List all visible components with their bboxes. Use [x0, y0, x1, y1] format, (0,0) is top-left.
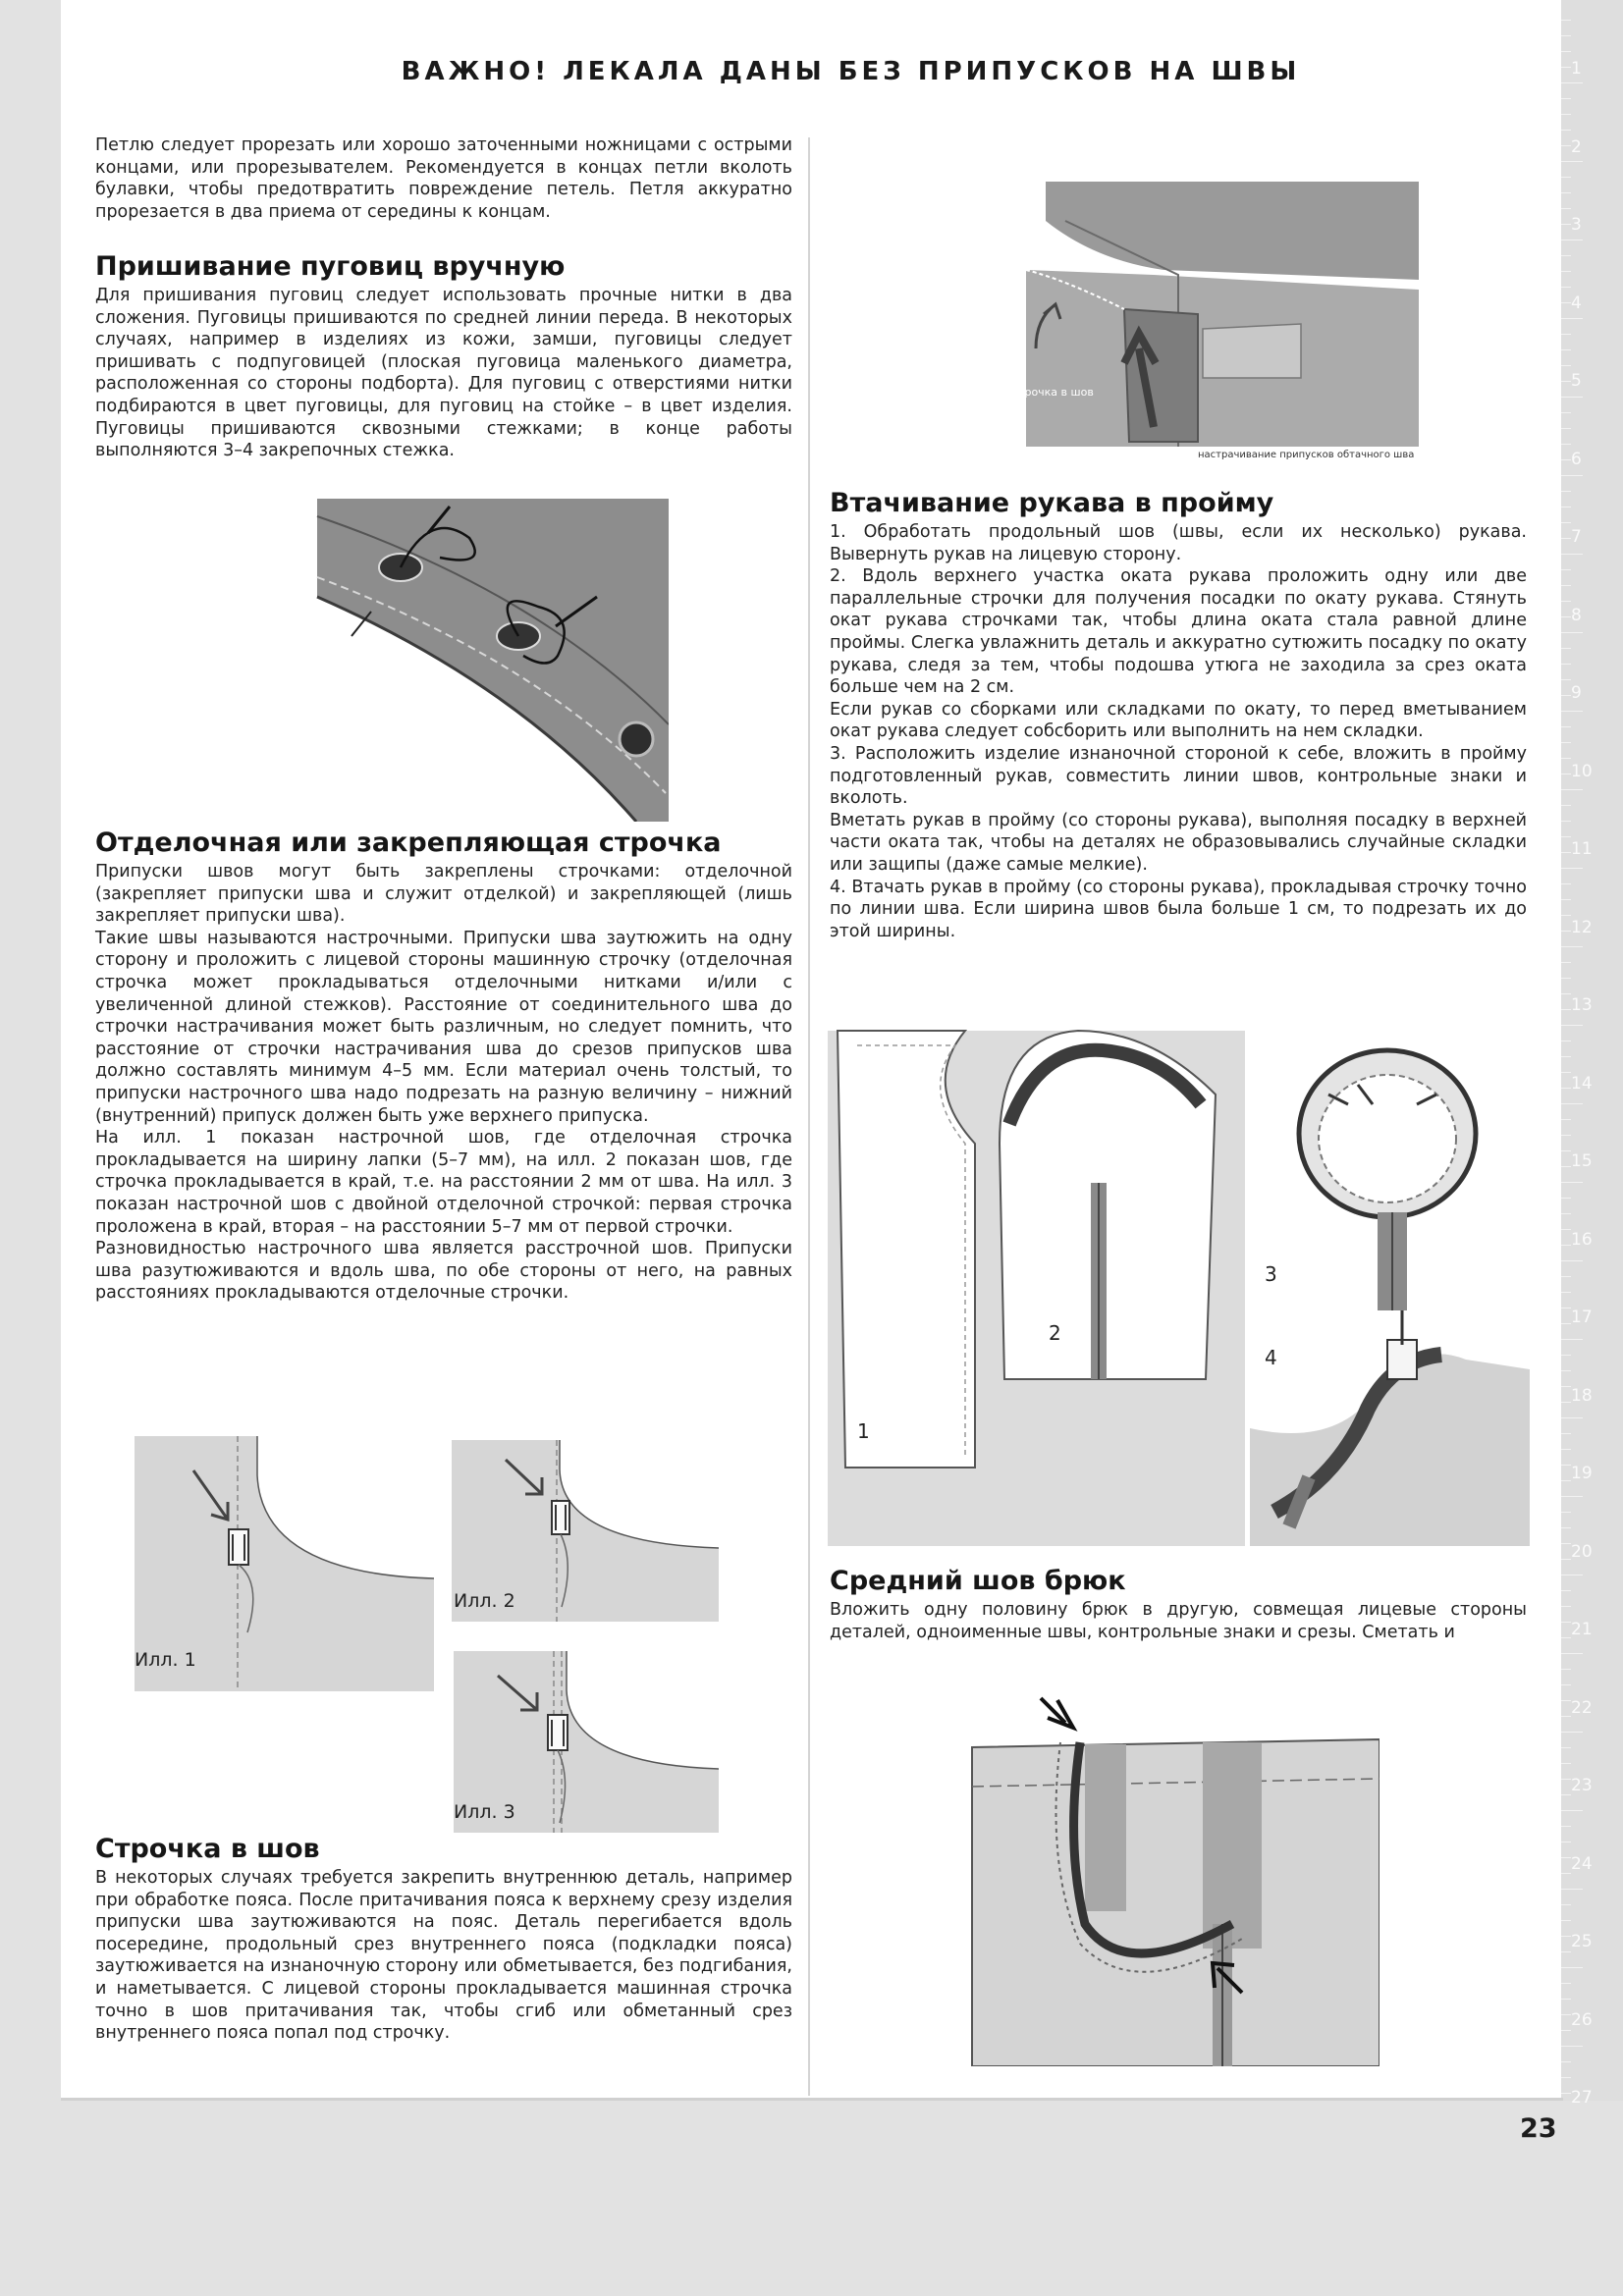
- ruler-tick: [1561, 1512, 1571, 1513]
- ruler-tick: [1561, 1873, 1571, 1874]
- page-number: 23: [1520, 2113, 1557, 2144]
- ruler-tick: [1561, 852, 1571, 853]
- ruler-tick: [1561, 271, 1571, 272]
- illustration-3-label: Илл. 3: [454, 1801, 515, 1823]
- side-ruler: [1561, 0, 1623, 2108]
- ruler-tick: [1561, 208, 1571, 209]
- ruler-tick: [1561, 1637, 1571, 1638]
- ruler-tick: [1561, 805, 1571, 806]
- ruler-tick: [1561, 192, 1571, 193]
- ruler-tick: [1561, 1590, 1571, 1591]
- ruler-tick: [1561, 868, 1583, 869]
- illustration-1-label: Илл. 1: [135, 1649, 196, 1671]
- ruler-tick: [1561, 1967, 1583, 1968]
- fig-4-label: 4: [1265, 1346, 1277, 1369]
- ruler-number: 15: [1571, 1151, 1593, 1171]
- intro-paragraph: Петлю следует прорезать или хорошо заточенными ножницами с острыми концами, или прорезывателем. Рекомендуется в концах петли вколоть булавки, чтобы предотвратить повреждение петель. Петля аккуратно прорезается в два приема от середины к концам.: [95, 135, 792, 222]
- ruler-tick: [1561, 412, 1571, 413]
- ruler-number: 17: [1571, 1308, 1593, 1327]
- ruler-number: 12: [1571, 917, 1593, 937]
- ruler-tick: [1561, 931, 1571, 932]
- ruler-tick: [1561, 1747, 1571, 1748]
- ruler-tick: [1561, 114, 1571, 115]
- footer-rule: [61, 2098, 1563, 2101]
- ruler-tick: [1561, 1323, 1571, 1324]
- sleeve-paragraph: 1. Обработать продольный шов (швы, если их несколько) рукава. Вывернуть рукав на лицевую сторону. 2. Вдоль верхнего участка оката рукава проложить одну или две параллельные строчки для получения посадки по окату рукава. Стянуть окат рукава строчками так, чтобы длина оката стала равной длине проймы. Слегка увлажнить деталь и аккуратно сутюжить посадку по окату рукава, следя за тем, чтобы подошва утюга не заходила за срез оката больше чем на 2 см. Если рукав со сборками или складками по окату, то перед вметыванием окат рукава следует собсборить или выполнить на нем складки. 3. Расположить изделие изнаночной стороной к себе, вложить в пройму подготовленный рукав, совместить линии швов, контрольные знаки и вколоть. Вметать рукав в пройму (со стороны рукава), выполняя посадку в верхней части оката так, чтобы на деталях не образовывались случайные складки или защипы (даже самые мелкие). 4. Втачать рукав в пройму (со стороны рукава), прокладывая строчку точно по линии шва. Если ширина швов была больше 1 см, то подрезать их до этой ширины.: [830, 522, 1527, 941]
- ruler-tick: [1561, 1025, 1583, 1026]
- ruler-tick: [1561, 679, 1571, 680]
- illustration-2-label: Илл. 2: [454, 1590, 515, 1612]
- ruler-number: 21: [1571, 1620, 1593, 1639]
- ruler-tick: [1561, 569, 1571, 570]
- ruler-tick: [1561, 1999, 1571, 2000]
- ruler-number: 25: [1571, 1932, 1593, 1951]
- ruler-tick: [1561, 554, 1583, 555]
- ruler-tick: [1561, 601, 1571, 602]
- ruler-tick: [1561, 1543, 1571, 1544]
- ruler-tick: [1561, 695, 1571, 696]
- ruler-number: 1: [1571, 59, 1582, 79]
- ruler-number: 7: [1571, 527, 1582, 547]
- ruler-tick: [1561, 1622, 1571, 1623]
- sleeve-figures: [828, 1016, 1530, 1546]
- ruler-tick: [1561, 789, 1583, 790]
- ruler-tick: [1561, 664, 1571, 665]
- ruler-tick: [1561, 35, 1571, 36]
- ruler-number: 23: [1571, 1776, 1593, 1795]
- ruler-tick: [1561, 1810, 1583, 1811]
- ruler-tick: [1561, 224, 1571, 225]
- ruler-tick: [1561, 616, 1571, 617]
- ruler-tick: [1561, 978, 1571, 979]
- ruler-number: 6: [1571, 449, 1582, 469]
- ruler-tick: [1561, 130, 1571, 131]
- ruler-tick: [1561, 1150, 1571, 1151]
- ruler-tick: [1561, 1229, 1571, 1230]
- ruler-tick: [1561, 1386, 1571, 1387]
- ruler-tick: [1561, 1904, 1571, 1905]
- ruler-tick: [1561, 1684, 1571, 1685]
- ruler-number: 18: [1571, 1385, 1593, 1406]
- ruler-number: 14: [1571, 1073, 1593, 1094]
- ruler-number: 2: [1571, 136, 1582, 157]
- ruler-tick: [1561, 1072, 1571, 1073]
- ruler-tick: [1561, 1716, 1571, 1717]
- ruler-tick: [1561, 1009, 1571, 1010]
- section-title-topstitch: Отделочная или закрепляющая строчка: [95, 828, 722, 858]
- photo-label-in-ditch: строчка в шов: [1012, 386, 1094, 399]
- ruler-tick: [1561, 255, 1571, 256]
- ruler-number: 13: [1571, 995, 1593, 1015]
- ruler-tick: [1561, 1056, 1571, 1057]
- ruler-tick: [1561, 2093, 1571, 2094]
- ruler-tick: [1561, 1198, 1571, 1199]
- ruler-number: 27: [1571, 2088, 1593, 2108]
- ruler-tick: [1561, 381, 1571, 382]
- ruler-tick: [1561, 397, 1583, 398]
- ruler-tick: [1561, 726, 1571, 727]
- ruler-tick: [1561, 821, 1571, 822]
- ruler-tick: [1561, 962, 1571, 963]
- ruler-tick: [1561, 491, 1571, 492]
- ruler-number: 24: [1571, 1853, 1593, 1874]
- column-divider: [808, 137, 810, 2096]
- ruler-tick: [1561, 742, 1571, 743]
- ruler-tick: [1561, 836, 1571, 837]
- ruler-tick: [1561, 1245, 1571, 1246]
- ruler-tick: [1561, 1480, 1571, 1481]
- ruler-tick: [1561, 2014, 1571, 2015]
- ruler-tick: [1561, 1732, 1583, 1733]
- section-title-stitch-in-ditch: Строчка в шов: [95, 1834, 320, 1864]
- ruler-number: 16: [1571, 1229, 1593, 1250]
- topstitch-paragraph: Припуски швов могут быть закреплены строчками: отделочной (закрепляет припуски шва и служит отделкой) и закрепляющей (лишь закрепляет припуски шва). Такие швы называются настрочными. Припуски шва заутюжить на одну сторону и проложить с лицевой стороны машинную строчку (отделочная строчка может прокладываться отделочными нитками и/или с увеличенной длиной стежков). Расстояние от соединительного шва до строчки настрачивания может быть различным, но следует помнить, что расстояние от строчки настрачивания шва до срезов припусков шва должно составлять минимум 4–5 мм. Если материал очень толстый, то припуски настрочного шва надо подрезать на разную величину – нижний (внутренний) припуск должен быть уже верхнего припуска. На илл. 1 показан настрочной шов, где отделочная строчка прокладывается на ширину лапки (5–7 мм), на илл. 2 показан шов, где строчка прокладывается в край, т.е. на расстоянии 2 мм от шва. На илл. 3 показан настрочной шов с двойной отделочной строчкой: первая строчка проложена в край, вторая – на расстоянии 5–7 мм от первой строчки. Разновидностью настрочного шва является расстрочной шов. Припуски шва разутюживаются и вдоль шва, по обе стороны от него, на равных расстояниях прокладываются отделочные строчки.: [95, 862, 792, 1304]
- ruler-tick: [1561, 1700, 1571, 1701]
- ruler-tick: [1561, 459, 1571, 460]
- page-header: ВАЖНО! ЛЕКАЛА ДАНЫ БЕЗ ПРИПУСКОВ НА ШВЫ: [401, 57, 1301, 86]
- ruler-number: 11: [1571, 839, 1593, 859]
- ruler-tick: [1561, 993, 1571, 994]
- ruler-number: 22: [1571, 1697, 1593, 1718]
- ruler-tick: [1561, 1433, 1571, 1434]
- ruler-tick: [1561, 1559, 1571, 1560]
- ruler-tick: [1561, 1417, 1583, 1418]
- ruler-tick: [1561, 1276, 1571, 1277]
- ruler-tick: [1561, 2030, 1571, 2031]
- trousers-paragraph: Вложить одну половину брюк в другую, совмещая лицевые стороны деталей, одноименные швы, контрольные знаки и срезы. Сметать и: [830, 1600, 1527, 1642]
- ruler-tick: [1561, 475, 1583, 476]
- ruler-tick: [1561, 1857, 1571, 1858]
- ruler-tick: [1561, 1983, 1571, 1984]
- section-title-trousers: Средний шов брюк: [830, 1566, 1126, 1596]
- ruler-number: 5: [1571, 371, 1582, 391]
- ruler-tick: [1561, 1936, 1571, 1937]
- ruler-tick: [1561, 1292, 1571, 1293]
- ruler-tick: [1561, 318, 1583, 319]
- ruler-tick: [1561, 1213, 1571, 1214]
- ruler-tick: [1561, 1794, 1571, 1795]
- ruler-tick: [1561, 428, 1571, 429]
- ruler-tick: [1561, 1339, 1583, 1340]
- ruler-number: 4: [1571, 293, 1582, 313]
- ruler-tick: [1561, 1826, 1571, 1827]
- ruler-tick: [1561, 915, 1571, 916]
- ruler-tick: [1561, 1182, 1583, 1183]
- ruler-tick: [1561, 1920, 1571, 1921]
- ruler-tick: [1561, 302, 1571, 303]
- ruler-tick: [1561, 758, 1571, 759]
- ruler-number: 19: [1571, 1464, 1593, 1483]
- ruler-tick: [1561, 349, 1571, 350]
- ruler-tick: [1561, 585, 1571, 586]
- ruler-tick: [1561, 1103, 1583, 1104]
- ruler-tick: [1561, 1355, 1571, 1356]
- ruler-tick: [1561, 287, 1571, 288]
- fig-3-label: 3: [1265, 1262, 1277, 1286]
- ruler-tick: [1561, 2061, 1571, 2062]
- fig-1-label: 1: [857, 1419, 870, 1443]
- ruler-tick: [1561, 1763, 1571, 1764]
- ruler-tick: [1561, 648, 1571, 649]
- ruler-tick: [1561, 1402, 1571, 1403]
- ruler-tick: [1561, 177, 1571, 178]
- ruler-tick: [1561, 1119, 1571, 1120]
- ruler-tick: [1561, 1370, 1571, 1371]
- ruler-tick: [1561, 1496, 1583, 1497]
- section-title-buttons: Пришивание пуговиц вручную: [95, 251, 566, 282]
- ruler-tick: [1561, 20, 1571, 21]
- ruler-tick: [1561, 444, 1571, 445]
- ruler-tick: [1561, 365, 1571, 366]
- ruler-tick: [1561, 1669, 1571, 1670]
- section-title-sleeve: Втачивание рукава в пройму: [830, 488, 1274, 518]
- ruler-tick: [1561, 1951, 1571, 1952]
- ruler-tick: [1561, 1889, 1583, 1890]
- ruler-number: 9: [1571, 683, 1582, 703]
- trousers-seam-illustration: [967, 1688, 1380, 2066]
- ruler-tick: [1561, 98, 1571, 99]
- waistband-photo: [1006, 182, 1419, 461]
- ruler-tick: [1561, 2077, 1571, 2078]
- ruler-tick: [1561, 2046, 1583, 2047]
- ruler-number: 10: [1571, 761, 1593, 781]
- ruler-tick: [1561, 1166, 1571, 1167]
- ruler-tick: [1561, 946, 1583, 947]
- ruler-tick: [1561, 334, 1571, 335]
- photo-label-topstitch: настрачивание припусков обтачного шва: [1198, 450, 1415, 460]
- fig-2-label: 2: [1049, 1321, 1061, 1345]
- ruler-tick: [1561, 538, 1571, 539]
- ruler-tick: [1561, 883, 1571, 884]
- ruler-tick: [1561, 632, 1583, 633]
- ruler-tick: [1561, 1088, 1571, 1089]
- ruler-tick: [1561, 1465, 1571, 1466]
- ruler-tick: [1561, 899, 1571, 900]
- ruler-number: 3: [1571, 215, 1582, 235]
- ruler-number: 20: [1571, 1541, 1593, 1562]
- button-sewing-illustration: [312, 499, 669, 822]
- ruler-tick: [1561, 1779, 1571, 1780]
- ruler-number: 8: [1571, 605, 1582, 625]
- ruler-tick: [1561, 522, 1571, 523]
- ruler-tick: [1561, 1653, 1583, 1654]
- ruler-tick: [1561, 1449, 1571, 1450]
- ruler-tick: [1561, 161, 1583, 162]
- ruler-tick: [1561, 1260, 1583, 1261]
- stitch-in-ditch-paragraph: В некоторых случаях требуется закрепить внутреннюю деталь, например при обработке пояса. После притачивания пояса к верхнему срезу изделия припуски шва заутюживаются на пояс. Деталь перегибается вдоль посередине, продольный срез внутреннего пояса (подкладки пояса) заутюживается на изнаночную сторону или обметывается, без подгибания, и наметывается. С лицевой стороны прокладывается машинная строчка точно в шов притачивания так, чтобы сгиб или обметанный срез внутреннего пояса попал под строчку.: [95, 1868, 792, 2044]
- ruler-tick: [1561, 711, 1583, 712]
- ruler-tick: [1561, 145, 1571, 146]
- buttons-paragraph: Для пришивания пуговиц следует использовать прочные нитки в два сложения. Пуговицы пришиваются по средней линии переда. В некоторых случаях, например в изделиях из кожи, замши, пуговицы следует пришивать с подпуговицей (плоская пуговица маленького диаметра, расположенная со стороны подборта). Для пуговиц с отверстиями нитки подбираются в цвет пуговицы, для пуговиц на стойке – в цвет изделия. Пуговицы пришиваются сквозными стежками; в конце работы выполняются 3–4 закрепочных стежка.: [95, 286, 792, 461]
- ruler-tick: [1561, 1527, 1571, 1528]
- ruler-number: 26: [1571, 2009, 1593, 2030]
- ruler-tick: [1561, 1135, 1571, 1136]
- ruler-tick: [1561, 51, 1571, 52]
- ruler-tick: [1561, 1606, 1571, 1607]
